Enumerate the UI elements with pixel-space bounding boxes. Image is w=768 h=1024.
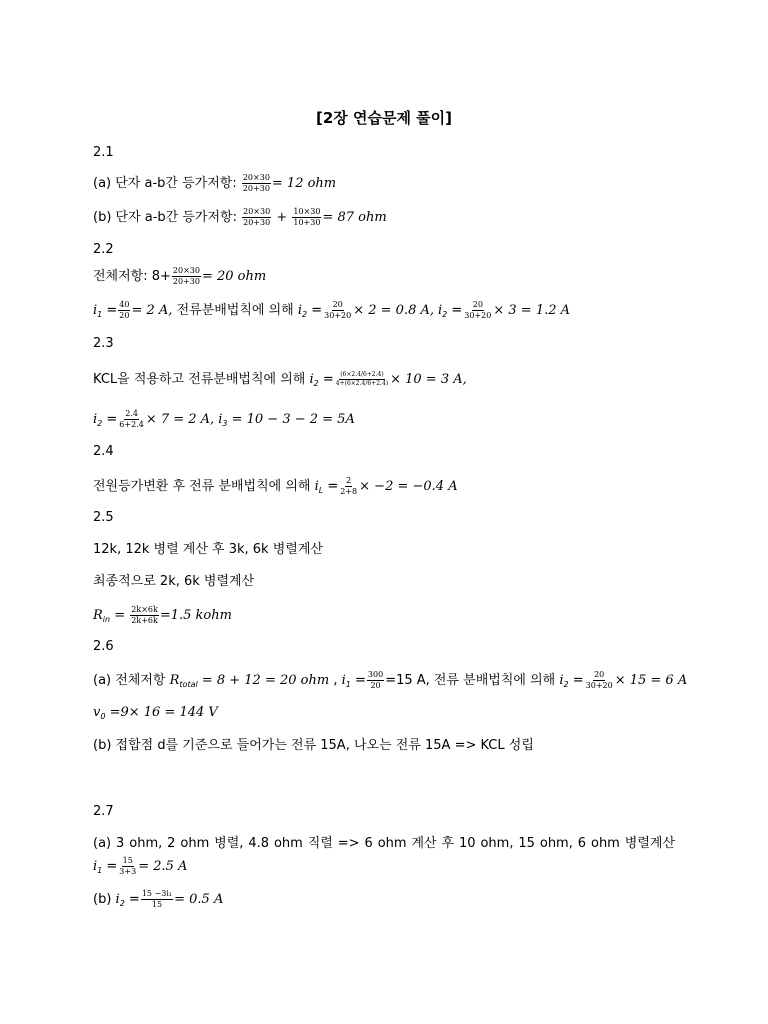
denominator: 20 bbox=[119, 311, 130, 320]
fraction bbox=[335, 371, 389, 388]
result: =1.5 kohm bbox=[159, 608, 232, 623]
eq-2-6-a bbox=[93, 670, 687, 695]
text: KCL을 적용하고 전류분배법칙에 의해 bbox=[93, 372, 310, 387]
subscript: 2 bbox=[313, 379, 319, 388]
subscript: 2 bbox=[563, 680, 569, 689]
subscript: 3 bbox=[222, 419, 228, 428]
word: 10 bbox=[459, 836, 476, 851]
result: = 2.5 A bbox=[138, 859, 188, 874]
word: (a) bbox=[93, 836, 112, 851]
numerator: 15 bbox=[122, 856, 133, 865]
word: 병렬계산 bbox=[624, 836, 675, 851]
var: R bbox=[169, 673, 180, 688]
eq: = bbox=[102, 412, 118, 427]
word: 후 bbox=[441, 836, 455, 851]
result: =9× 16 = 144 V bbox=[105, 705, 218, 720]
text-2-6-b: (b) 접합점 d를 기준으로 들어가는 전류 15A, 나오는 전류 15A => KCL 성립 bbox=[93, 738, 534, 753]
text: (b) bbox=[93, 892, 116, 907]
var: i bbox=[93, 412, 98, 427]
var: i bbox=[438, 303, 443, 318]
word: ohm, bbox=[129, 836, 163, 851]
subscript: 2 bbox=[302, 310, 308, 319]
result: =15 A, bbox=[385, 673, 430, 688]
result: = 87 ohm bbox=[322, 210, 387, 225]
var: i bbox=[559, 673, 564, 688]
var: i bbox=[115, 892, 120, 907]
subscript: 2 bbox=[97, 419, 103, 428]
var: R bbox=[93, 608, 103, 623]
eq: = bbox=[307, 303, 323, 318]
result: = 20 ohm bbox=[201, 269, 267, 284]
fraction bbox=[141, 889, 173, 910]
numerator: 40 bbox=[119, 300, 130, 309]
denominator: 6+2.4 bbox=[119, 420, 144, 429]
denominator: 20+30 bbox=[243, 218, 271, 227]
text: 전원등가변환 후 전류 분배법칙에 의해 bbox=[93, 479, 315, 494]
var: i bbox=[314, 479, 319, 494]
var: i bbox=[309, 372, 314, 387]
numerator: 2.4 bbox=[125, 409, 138, 418]
denominator: 4+(6×2.4/6+2.4) bbox=[335, 380, 389, 387]
denominator: 2+8 bbox=[340, 487, 358, 496]
result: × 7 = 2 A, bbox=[145, 412, 215, 427]
result: × 15 = 6 A bbox=[614, 673, 688, 688]
result: × 10 = 3 A, bbox=[390, 372, 467, 387]
eq: = bbox=[318, 372, 334, 387]
fraction bbox=[118, 300, 130, 321]
word: ohm bbox=[590, 836, 620, 851]
eq: = bbox=[350, 673, 366, 688]
fraction bbox=[292, 207, 321, 228]
text: , bbox=[329, 673, 342, 688]
denominator: 20+30 bbox=[242, 184, 270, 193]
word: 병렬, bbox=[214, 836, 244, 851]
subscript: 1 bbox=[97, 866, 103, 875]
denominator: 2k+6k bbox=[131, 616, 158, 625]
numerator: 20 bbox=[472, 300, 483, 309]
fraction bbox=[118, 856, 137, 877]
eq-2-4 bbox=[93, 476, 458, 501]
var: i bbox=[93, 859, 98, 874]
eq: = bbox=[102, 859, 118, 874]
subscript: 0 bbox=[100, 712, 106, 721]
fraction bbox=[242, 173, 271, 194]
result: × 2 = 0.8 A, bbox=[353, 303, 434, 318]
fraction bbox=[339, 476, 358, 497]
numerator: 2 bbox=[346, 476, 352, 485]
eq: = bbox=[323, 479, 339, 494]
subscript: L bbox=[318, 486, 324, 495]
result: = 10 − 3 − 2 = 5A bbox=[227, 412, 355, 427]
subscript: 1 bbox=[97, 310, 103, 319]
subscript: 1 bbox=[345, 680, 351, 689]
denominator: 10+30 bbox=[293, 218, 321, 227]
denominator: 20+30 bbox=[172, 277, 200, 286]
numerator: 20×30 bbox=[243, 207, 271, 216]
word: ohm bbox=[377, 836, 407, 851]
word: 4.8 bbox=[248, 836, 270, 851]
word: ohm bbox=[273, 836, 303, 851]
eq: = bbox=[110, 608, 130, 623]
numerator: 20 bbox=[594, 670, 605, 679]
denominator: 20 bbox=[370, 681, 381, 690]
var: i bbox=[218, 412, 223, 427]
word: ohm bbox=[180, 836, 210, 851]
text: (b) 단자 a-b간 등가저항: bbox=[93, 210, 242, 225]
numerator: 20×30 bbox=[242, 173, 270, 182]
eq: = bbox=[102, 303, 118, 318]
eq-2-2-currents bbox=[93, 300, 570, 325]
word: => bbox=[337, 836, 360, 851]
fraction bbox=[242, 207, 271, 228]
word: 6 bbox=[577, 836, 587, 851]
word: 15 bbox=[518, 836, 535, 851]
page-title: [2장 연습문제 풀이] bbox=[315, 109, 453, 127]
numerator: 2k×6k bbox=[131, 605, 158, 614]
eq-2-1-b bbox=[93, 207, 387, 228]
result: = 12 ohm bbox=[271, 176, 337, 191]
word: 직렬 bbox=[307, 836, 333, 851]
word: 6 bbox=[364, 836, 373, 851]
text: 전류분배법칙에 의해 bbox=[172, 303, 298, 318]
subscript: total bbox=[179, 680, 198, 689]
numerator: 20×30 bbox=[172, 266, 200, 275]
eq: = bbox=[124, 892, 140, 907]
eq-2-6-v0 bbox=[93, 703, 218, 727]
fraction bbox=[172, 266, 201, 287]
result: × 3 = 1.2 A bbox=[493, 303, 571, 318]
numerator: 10×30 bbox=[293, 207, 321, 216]
word: ohm, bbox=[480, 836, 514, 851]
denominator: 3+3 bbox=[119, 867, 137, 876]
fraction bbox=[323, 300, 352, 321]
section-number-2-6: 2.6 bbox=[93, 639, 114, 654]
fraction bbox=[130, 605, 159, 626]
result: = 8 + 12 = 20 ohm bbox=[197, 673, 330, 688]
text: (a) 전체저항 bbox=[93, 673, 170, 688]
eq-2-2-total bbox=[93, 266, 266, 287]
section-number-2-1: 2.1 bbox=[93, 145, 114, 160]
eq-2-5-rin bbox=[93, 605, 232, 630]
word: 2 bbox=[167, 836, 176, 851]
subscript: in bbox=[102, 615, 111, 624]
plus: + bbox=[272, 210, 292, 225]
section-number-2-5: 2.5 bbox=[93, 510, 114, 525]
var: v bbox=[93, 705, 101, 720]
fraction bbox=[367, 670, 384, 691]
word: 3 bbox=[116, 836, 125, 851]
fraction bbox=[585, 670, 614, 691]
text-2-7-a bbox=[93, 834, 675, 854]
numerator: 15 −3i₁ bbox=[141, 889, 173, 898]
denominator: 30+20 bbox=[324, 311, 352, 320]
section-number-2-7: 2.7 bbox=[93, 804, 114, 819]
section-number-2-3: 2.3 bbox=[93, 336, 114, 351]
fraction bbox=[118, 409, 145, 430]
denominator: 30+20 bbox=[464, 311, 492, 320]
numerator: (6×2.4/6+2.4) bbox=[340, 371, 384, 378]
eq: = bbox=[568, 673, 584, 688]
result: = 0.5 A bbox=[174, 892, 224, 907]
eq-2-7-b bbox=[93, 889, 223, 914]
eq-2-3-i2-i3 bbox=[93, 409, 355, 434]
text: 전류 분배법칙에 의해 bbox=[429, 673, 560, 688]
text: (a) 단자 a-b간 등가저항: bbox=[93, 176, 241, 191]
section-number-2-4: 2.4 bbox=[93, 444, 114, 459]
section-number-2-2: 2.2 bbox=[93, 242, 114, 257]
word: ohm, bbox=[539, 836, 573, 851]
text-2-5-line2: 최종적으로 2k, 6k 병렬계산 bbox=[93, 574, 255, 589]
word: 계산 bbox=[411, 836, 437, 851]
denominator: 15 bbox=[151, 900, 163, 909]
result: × −2 = −0.4 A bbox=[359, 479, 458, 494]
fraction bbox=[463, 300, 492, 321]
var: i bbox=[93, 303, 98, 318]
numerator: 300 bbox=[367, 670, 384, 679]
eq-2-7-i1 bbox=[93, 856, 187, 881]
numerator: 20 bbox=[332, 300, 343, 309]
var: i bbox=[341, 673, 346, 688]
subscript: 2 bbox=[442, 310, 448, 319]
eq: = bbox=[447, 303, 463, 318]
text: 전체저항: 8+ bbox=[93, 269, 171, 284]
result: = 2 A, bbox=[131, 303, 173, 318]
subscript: 2 bbox=[119, 899, 125, 908]
eq-2-1-a bbox=[93, 173, 336, 194]
denominator: 30+20 bbox=[585, 681, 613, 690]
var: i bbox=[297, 303, 303, 318]
eq-2-3-kcl bbox=[93, 370, 467, 394]
text-2-5-line1: 12k, 12k 병렬 계산 후 3k, 6k 병렬계산 bbox=[93, 542, 323, 557]
